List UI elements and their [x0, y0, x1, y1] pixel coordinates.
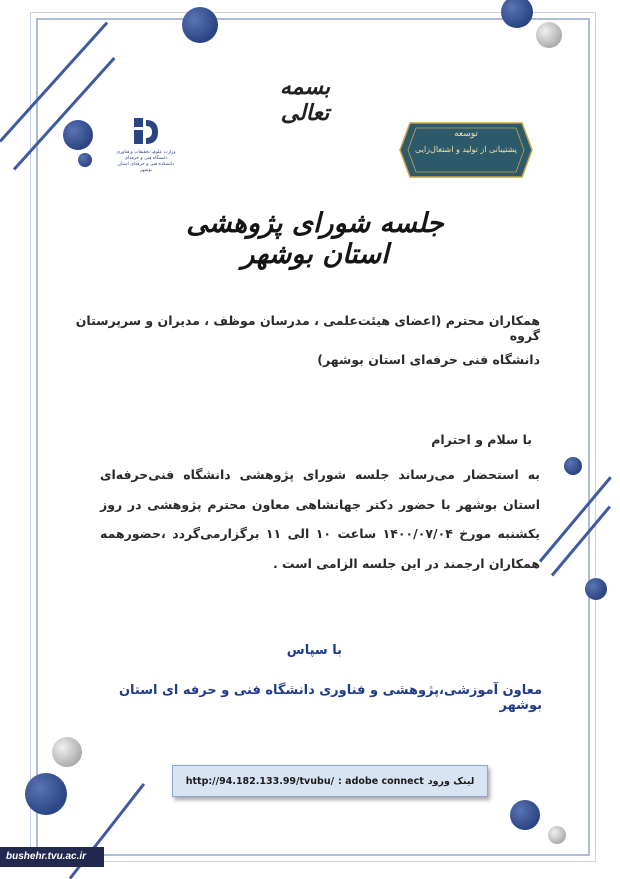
closing-thanks: با سپاس [286, 643, 342, 658]
decor-circle [510, 800, 540, 830]
university-emblem-icon [132, 116, 160, 148]
meeting-link-url[interactable]: http://94.182.133.99/tvubu/ [185, 775, 335, 787]
addressee-line-2: دانشگاه فنی حرفه‌ای استان بوشهر) [317, 352, 540, 367]
greeting: با سلام و احترام [431, 432, 532, 447]
decor-circle [564, 457, 582, 475]
university-logo-text: وزارت علوم، تحقیقات و فناوری دانشگاه فنی و حرفه‌ای دانشکده فنی و حرفه‌ای استان بوشهر [116, 150, 176, 173]
bismillah: بسمه تعالی [279, 74, 331, 126]
addressee-line-1: همکاران محترم (اعضای هیئت‌علمی ، مدرسان موظف ، مدیران و سرپرستان گروه [75, 313, 540, 343]
decor-circle [536, 22, 562, 48]
meeting-link-box[interactable] [172, 765, 488, 797]
university-logo [116, 116, 176, 184]
slogan-line2: پشتیبانی از تولید و اشتغال‌زایی [415, 145, 517, 154]
decor-circle [585, 578, 607, 600]
slogan-line1: توسعه [454, 129, 478, 139]
site-url-tag[interactable]: bushehr.tvu.ac.ir [0, 847, 104, 867]
decor-circle [52, 737, 82, 767]
signature: معاون آموزشی،پژوهشی و فناوری دانشگاه فنی و حرفه ای استان بوشهر [118, 683, 542, 713]
announcement-body: به استحضار می‌رساند جلسه شورای پژوهشی دانشگاه فنی‌حرفه‌ای استان بوشهر با حضور دکتر جهانشاهی معاون محترم پژوهشی در روز یکشنبه مورخ ۱۴۰۰/۰۷/۰۴ ساعت ۱۰ الی ۱۱ برگزارمی‌گردد ،حضورهمه همکاران ارجمند در این جلسه الزامی است . [100, 467, 540, 571]
meeting-link-service: : adobe connect [338, 775, 424, 787]
meeting-link-label: لینک ورود [427, 775, 475, 787]
decor-circle [78, 153, 92, 167]
decor-circle [25, 773, 67, 815]
page-title: جلسه شورای پژوهشی استان بوشهر [186, 208, 444, 270]
decor-circle [63, 120, 93, 150]
decor-circle [548, 826, 566, 844]
slogan-logo [396, 115, 536, 185]
decor-circle [182, 7, 218, 43]
